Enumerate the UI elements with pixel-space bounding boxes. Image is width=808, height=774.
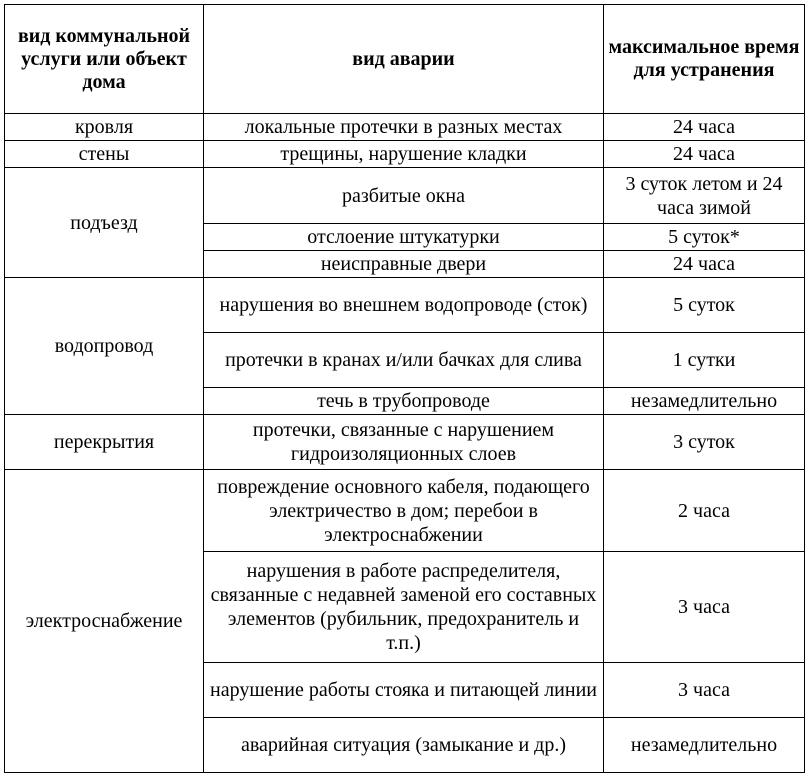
accident-cell: нарушения в работе распределителя, связанные с недавней заменой его составных элементов (рубильник, предохранитель и т.п.) [204,552,604,663]
time-cell: 5 суток [604,278,805,333]
object-cell: кровля [5,114,204,141]
time-cell: 24 часа [604,251,805,278]
object-cell: водопровод [5,278,204,415]
time-cell: 24 часа [604,141,805,168]
accident-cell: протечки, связанные с нарушением гидроизоляционных слоев [204,415,604,470]
table-row [5,168,805,224]
object-cell: подъезд [5,168,204,278]
table-row [5,141,805,168]
object-cell: перекрытия [5,415,204,470]
time-cell: 3 суток [604,415,805,470]
accident-cell: локальные протечки в разных местах [204,114,604,141]
accident-cell: нарушение работы стояка и питающей линии [204,663,604,718]
accident-cell: аварийная ситуация (замыкание и др.) [204,718,604,773]
accident-cell: протечки в кранах и/или бачках для слива [204,333,604,388]
accident-cell: неисправные двери [204,251,604,278]
object-cell: электроснабжение [5,470,204,773]
time-cell: 3 часа [604,663,805,718]
table-row [5,415,805,470]
table-row [5,114,805,141]
accident-cell: нарушения во внешнем водопроводе (сток) [204,278,604,333]
time-cell: 3 суток летом и 24 часа зимой [604,168,805,224]
time-cell: 5 суток* [604,224,805,251]
accident-cell: повреждение основного кабеля, подающего электричество в дом; перебои в электроснабжении [204,470,604,552]
time-cell: 1 сутки [604,333,805,388]
header-service: вид коммунальной услуги или объект дома [5,5,204,114]
time-cell: незамедлительно [604,388,805,415]
time-cell: 3 часа [604,552,805,663]
accident-cell: отслоение штукатурки [204,224,604,251]
header-accident: вид аварии [204,5,604,114]
accident-cell: разбитые окна [204,168,604,224]
object-cell: стены [5,141,204,168]
table-row [5,278,805,333]
accident-time-table [4,4,805,773]
table-row [5,470,805,552]
time-cell: незамедлительно [604,718,805,773]
time-cell: 24 часа [604,114,805,141]
header-row [5,5,805,114]
accident-cell: течь в трубопроводе [204,388,604,415]
time-cell: 2 часа [604,470,805,552]
header-max-time: максимальное время для устранения [604,5,805,114]
accident-cell: трещины, нарушение кладки [204,141,604,168]
